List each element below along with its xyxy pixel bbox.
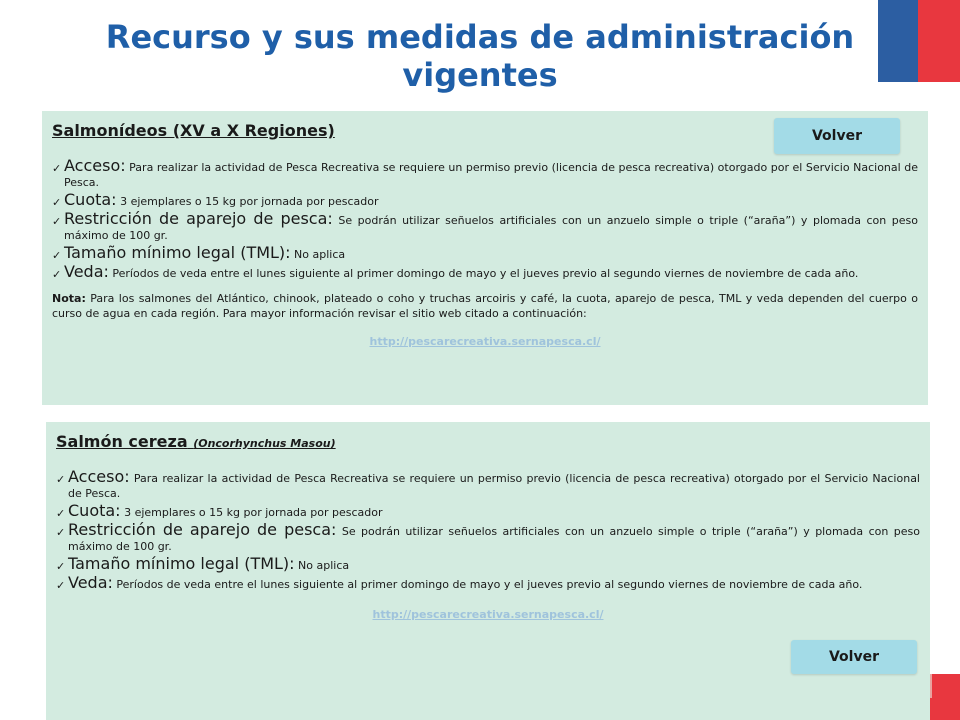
item-label: Cuota: — [68, 501, 121, 520]
item-text: 3 ejemplares o 15 kg por jornada por pescador — [120, 506, 383, 519]
list-item — [56, 503, 920, 520]
item-text: Períodos de veda entre el lunes siguiente al primer domingo de mayo y el jueves previo al segundo viernes de noviembre de cada año. — [112, 578, 863, 591]
list-item — [56, 522, 920, 554]
item-label: Restricción de aparejo de pesca: — [68, 520, 337, 539]
section-heading — [56, 432, 920, 451]
list-item — [52, 245, 918, 262]
checkmark-icon: ✓ — [52, 162, 62, 175]
page-title: Recurso y sus medidas de administración vigentes — [105, 18, 855, 94]
checkmark-icon: ✓ — [56, 560, 66, 573]
item-label: Veda: — [68, 573, 113, 592]
list-item — [52, 211, 918, 243]
sernapesca-link[interactable]: http://pescarecreativa.sernapesca.cl/ — [372, 608, 604, 621]
heading-name: Salmón cereza — [56, 432, 188, 451]
checkmark-icon: ✓ — [56, 579, 66, 592]
item-text: No aplica — [294, 559, 350, 572]
volver-button[interactable]: Volver — [774, 118, 900, 154]
heading-scientific-name: (Oncorhynchus Masou) — [193, 437, 336, 450]
sernapesca-link[interactable]: http://pescarecreativa.sernapesca.cl/ — [369, 335, 601, 348]
regulation-list — [56, 469, 920, 592]
note — [52, 291, 918, 321]
volver-button[interactable]: Volver — [791, 640, 917, 674]
item-label: Acceso: — [68, 467, 130, 486]
chile-flag-logo — [878, 0, 960, 82]
item-text: Se podrán utilizar señuelos artificiales con un anzuelo simple o triple (“araña”) y plomada con peso máximo de 100 gr. — [68, 525, 921, 553]
item-text: Se podrán utilizar señuelos artificiales con un anzuelo simple o triple (“araña”) y plomada con peso máximo de 100 gr. — [64, 214, 918, 242]
checkmark-icon: ✓ — [56, 473, 66, 486]
item-label: Veda: — [64, 262, 109, 281]
note-text: Para los salmones del Atlántico, chinook, plateado o coho y truchas arcoiris y café, la cuota, aparejo de pesca, TML y veda dependen del cuerpo o curso de agua en cada región. Para mayor información revisar el sitio web citado a continuación: — [52, 292, 918, 320]
list-item — [56, 469, 920, 501]
list-item — [52, 158, 918, 190]
checkmark-icon: ✓ — [52, 196, 62, 209]
item-label: Tamaño mínimo legal (TML): — [68, 554, 295, 573]
item-text: Para realizar la actividad de Pesca Recreativa se requiere un permiso previo (licencia de pesca recreativa) otorgado por el Servicio Nacional de Pesca. — [64, 161, 918, 189]
checkmark-icon: ✓ — [56, 526, 66, 539]
item-text: No aplica — [290, 248, 346, 261]
item-label: Cuota: — [64, 190, 117, 209]
list-item — [56, 575, 920, 592]
item-text: Períodos de veda entre el lunes siguiente al primer domingo de mayo y el jueves previo al segundo viernes de noviembre de cada año. — [108, 267, 859, 280]
item-text: Para realizar la actividad de Pesca Recreativa se requiere un permiso previo (licencia de pesca recreativa) otorgado por el Servicio Nacional de Pesca. — [68, 472, 920, 500]
note-label: Nota: — [52, 292, 86, 305]
item-label: Tamaño mínimo legal (TML): — [64, 243, 291, 262]
list-item — [56, 556, 920, 573]
checkmark-icon: ✓ — [52, 268, 62, 281]
section-heading: Salmonídeos (XV a X Regiones) — [52, 121, 335, 140]
checkmark-icon: ✓ — [56, 507, 66, 520]
list-item — [52, 192, 918, 209]
checkmark-icon: ✓ — [52, 215, 62, 228]
list-item — [52, 264, 918, 281]
item-label: Restricción de aparejo de pesca: — [64, 209, 333, 228]
salmon-cereza-panel — [46, 422, 930, 720]
checkmark-icon: ✓ — [52, 249, 62, 262]
item-text: 3 ejemplares o 15 kg por jornada por pescador — [116, 195, 379, 208]
regulation-list — [52, 158, 918, 281]
item-label: Acceso: — [64, 156, 126, 175]
salmonideos-panel — [42, 111, 928, 405]
